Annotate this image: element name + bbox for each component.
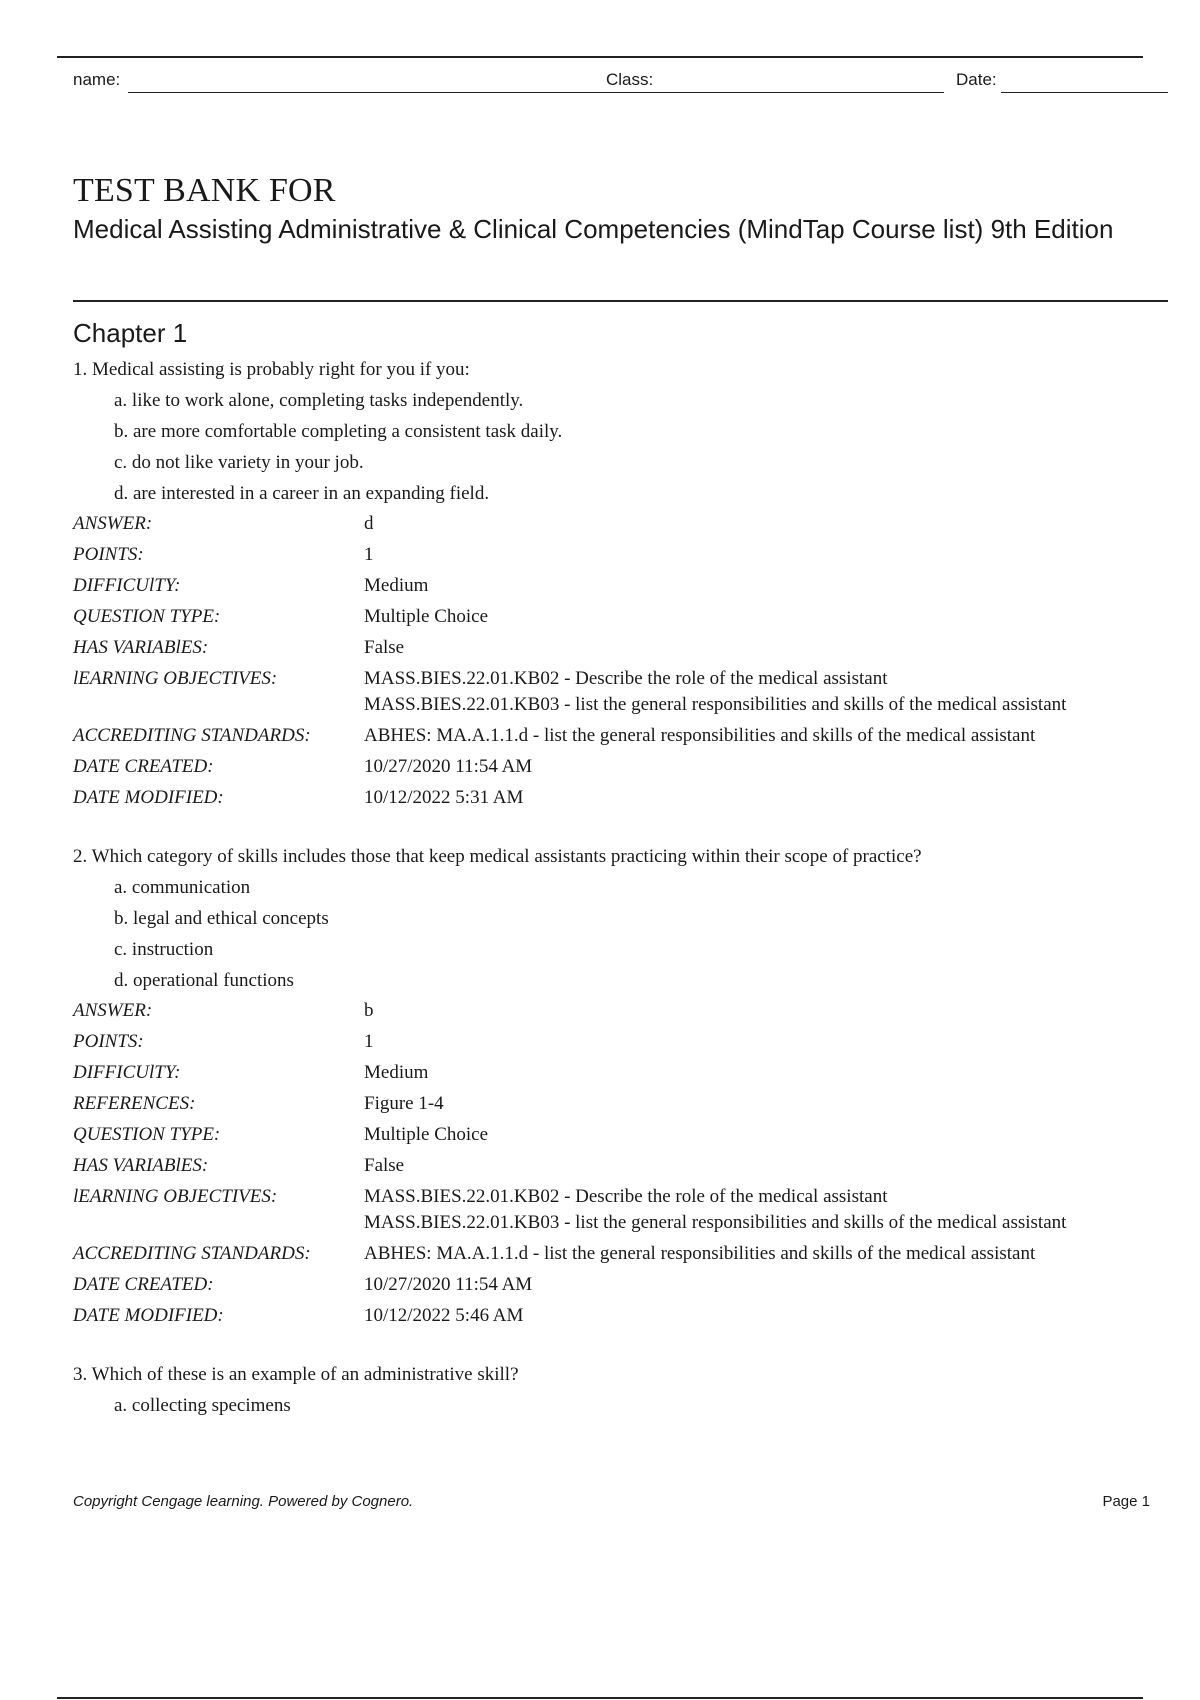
metadata-key: ACCREDITING STANDARDS: <box>73 725 311 746</box>
metadata-value <box>364 1060 1168 1086</box>
metadata-key: DIFFICUlTY: <box>73 1062 181 1083</box>
metadata-key: DATE MODIFIED: <box>73 1305 224 1326</box>
metadata-value <box>364 785 1168 811</box>
metadata-key: REFERENCES: <box>73 1093 196 1114</box>
metadata-row <box>73 1151 1168 1182</box>
metadata-row <box>73 1027 1168 1058</box>
answer-option: a. like to work alone, completing tasks independently. <box>114 390 524 411</box>
metadata-row <box>73 1239 1168 1270</box>
metadata-row <box>73 571 1168 602</box>
metadata-value-line: Figure 1-4 <box>364 1093 444 1114</box>
bottom-rule <box>57 1697 1143 1699</box>
answer-option: b. legal and ethical concepts <box>114 908 329 929</box>
metadata-value-line: MASS.BIES.22.01.KB02 - Describe the role of the medical assistant <box>364 668 888 689</box>
metadata-value-line: ABHES: MA.A.1.1.d - list the general responsibilities and skills of the medical assistant <box>364 1243 1036 1264</box>
metadata-row <box>73 509 1168 540</box>
metadata-row <box>73 1089 1168 1120</box>
answer-option: d. are interested in a career in an expanding field. <box>114 483 490 504</box>
student-info-header <box>73 68 1168 96</box>
metadata-row <box>73 721 1168 752</box>
metadata-key: ANSWER: <box>73 1000 153 1021</box>
metadata-value <box>364 1303 1168 1329</box>
metadata-value-line: 10/12/2022 5:46 AM <box>364 1305 524 1326</box>
metadata-value <box>364 1091 1168 1117</box>
metadata-key: QUESTION TYPE: <box>73 606 221 627</box>
metadata-key: POINTS: <box>73 544 144 565</box>
metadata-value-line: 1 <box>364 1031 374 1052</box>
metadata-key: HAS VARIABlES: <box>73 637 209 658</box>
metadata-value-line: d <box>364 513 374 534</box>
class-label: Class: <box>606 70 654 89</box>
answer-option: a. collecting specimens <box>114 1395 291 1416</box>
metadata-value-line: Medium <box>364 1062 429 1083</box>
metadata-key: DIFFICUlTY: <box>73 575 181 596</box>
footer-page-number: Page 1 <box>1102 1493 1150 1510</box>
metadata-value-line: MASS.BIES.22.01.KB03 - list the general responsibilities and skills of the medical assistant <box>364 694 1067 715</box>
class-field[interactable] <box>659 92 944 93</box>
questions-list <box>73 355 1168 1421</box>
metadata-key: DATE CREATED: <box>73 756 214 777</box>
metadata-value <box>364 666 1168 718</box>
question-stem: 1. Medical assisting is probably right for you if you: <box>73 359 470 380</box>
metadata-row <box>73 783 1168 814</box>
question-stem: 3. Which of these is an example of an administrative skill? <box>73 1364 519 1385</box>
answer-option: a. communication <box>114 877 251 898</box>
metadata-value <box>364 1184 1168 1236</box>
metadata-value <box>364 723 1168 749</box>
date-field[interactable] <box>1001 92 1168 93</box>
metadata-value-line: MASS.BIES.22.01.KB03 - list the general responsibilities and skills of the medical assistant <box>364 1212 1067 1233</box>
metadata-row <box>73 633 1168 664</box>
metadata-value-line: Medium <box>364 575 429 596</box>
metadata-value <box>364 542 1168 568</box>
metadata-row <box>73 1182 1168 1239</box>
metadata-key: POINTS: <box>73 1031 144 1052</box>
answer-option: c. instruction <box>114 939 214 960</box>
metadata-row <box>73 1058 1168 1089</box>
top-rule <box>57 56 1143 58</box>
metadata-value-line: Multiple Choice <box>364 606 489 627</box>
metadata-value-line: Multiple Choice <box>364 1124 489 1145</box>
metadata-value <box>364 1029 1168 1055</box>
metadata-value <box>364 998 1168 1024</box>
title-rule <box>73 300 1168 302</box>
metadata-value-line: False <box>364 637 405 658</box>
metadata-key: ACCREDITING STANDARDS: <box>73 1243 311 1264</box>
metadata-value <box>364 1241 1168 1267</box>
metadata-value-line: MASS.BIES.22.01.KB02 - Describe the role of the medical assistant <box>364 1186 888 1207</box>
metadata-key: ANSWER: <box>73 513 153 534</box>
metadata-value-line: b <box>364 1000 374 1021</box>
answer-option: b. are more comfortable completing a consistent task daily. <box>114 421 563 442</box>
metadata-key: DATE MODIFIED: <box>73 787 224 808</box>
chapter-heading: Chapter 1 <box>73 318 188 348</box>
date-label: Date: <box>956 70 997 89</box>
metadata-value <box>364 754 1168 780</box>
metadata-row <box>73 540 1168 571</box>
question-block <box>73 842 1168 1332</box>
name-label: name: <box>73 70 121 89</box>
metadata-row <box>73 752 1168 783</box>
question-spacer <box>73 814 1168 842</box>
metadata-value <box>364 604 1168 630</box>
metadata-row <box>73 664 1168 721</box>
metadata-value <box>364 635 1168 661</box>
metadata-row <box>73 1120 1168 1151</box>
metadata-row <box>73 602 1168 633</box>
metadata-value <box>364 573 1168 599</box>
metadata-value <box>364 1122 1168 1148</box>
question-stem: 2. Which category of skills includes those that keep medical assistants practicing within their scope of practice? <box>73 846 922 867</box>
answer-option: d. operational functions <box>114 970 294 991</box>
metadata-value-line: ABHES: MA.A.1.1.d - list the general responsibilities and skills of the medical assistant <box>364 725 1036 746</box>
metadata-row <box>73 996 1168 1027</box>
name-field[interactable] <box>128 92 678 93</box>
metadata-key: QUESTION TYPE: <box>73 1124 221 1145</box>
doc-subtitle: Medical Assisting Administrative & Clinical Competencies (MindTap Course list) 9th Edition <box>73 214 1114 244</box>
metadata-value <box>364 1272 1168 1298</box>
metadata-value-line: 10/27/2020 11:54 AM <box>364 1274 533 1295</box>
metadata-row <box>73 1301 1168 1332</box>
metadata-value-line: False <box>364 1155 405 1176</box>
metadata-value <box>364 511 1168 537</box>
metadata-key: lEARNING OBJECTIVES: <box>73 1186 278 1207</box>
metadata-value-line: 10/12/2022 5:31 AM <box>364 787 524 808</box>
question-block <box>73 355 1168 814</box>
metadata-key: DATE CREATED: <box>73 1274 214 1295</box>
answer-option: c. do not like variety in your job. <box>114 452 364 473</box>
metadata-value-line: 1 <box>364 544 374 565</box>
metadata-value-line: 10/27/2020 11:54 AM <box>364 756 533 777</box>
question-block <box>73 1360 1168 1421</box>
metadata-key: lEARNING OBJECTIVES: <box>73 668 278 689</box>
metadata-value <box>364 1153 1168 1179</box>
metadata-row <box>73 1270 1168 1301</box>
footer-copyright: Copyright Cengage learning. Powered by Cognero. <box>73 1493 414 1510</box>
doc-title: TEST BANK FOR <box>73 172 336 209</box>
question-spacer <box>73 1332 1168 1360</box>
metadata-key: HAS VARIABlES: <box>73 1155 209 1176</box>
